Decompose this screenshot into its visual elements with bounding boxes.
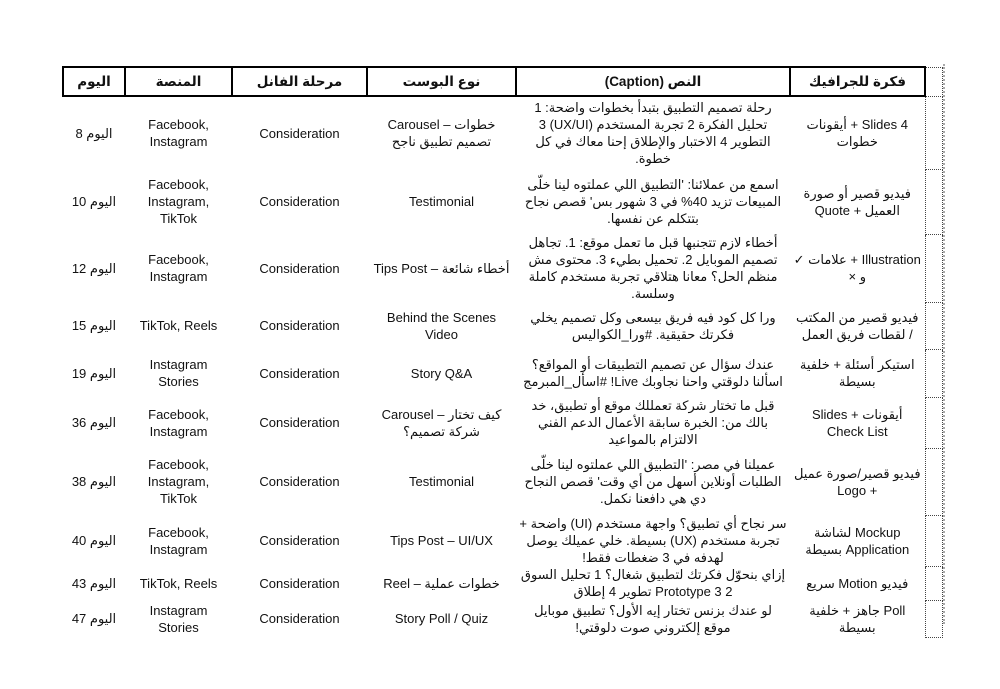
header-graphic-idea: فكرة للجرافيك — [790, 67, 925, 96]
cell-platform: Facebook, Instagram, TikTok — [147, 177, 210, 226]
cell-graphic-idea: 4 Slides + أيقونات خطوات — [806, 117, 908, 149]
cell-caption: رحلة تصميم التطبيق بتبدأ بخطوات واضحة: 1 تحليل الفكرة 2 تجربة المستخدم (UX/UI) 3 التطوير 4 الاختبار والإطلاق إحنا معاك في كل خطوة. — [534, 100, 772, 166]
cell-caption: ورا كل كود فيه فريق بيسعى وكل تصميم يخلي فكرتك حقيقية. #ورا_الكواليس — [530, 309, 776, 342]
table-row — [63, 302, 942, 349]
cell-post-type: Tips Post – أخطاء شائعة — [373, 260, 510, 276]
cell-funnel-stage: Consideration — [259, 125, 340, 141]
cell-post-type: Testimonial — [408, 474, 475, 489]
header-day: اليوم — [63, 67, 125, 96]
cell-funnel-stage: Consideration — [259, 260, 340, 276]
cell-platform: TikTok, Reels — [139, 575, 218, 591]
cell-platform: Facebook, Instagram — [148, 252, 209, 284]
cell-funnel-stage: Consideration — [259, 194, 340, 209]
row-end-strip — [925, 515, 942, 566]
table-header — [63, 67, 942, 96]
row-end-strip — [925, 302, 942, 349]
cell-day: اليوم 36 — [71, 415, 117, 430]
header-row — [63, 67, 942, 96]
table-row — [63, 515, 942, 566]
cell-day: اليوم 43 — [71, 575, 117, 591]
row-end-strip — [925, 566, 942, 600]
cell-caption: سر نجاح أي تطبيق؟ واجهة مستخدم (UI) واضحة + تجربة مستخدم (UX) بسيطة. خلي عميلك يوصل لهدفه في 3 ضغطات فقط! — [519, 516, 787, 565]
cell-funnel-stage: Consideration — [259, 575, 340, 591]
cell-funnel-stage: Consideration — [259, 474, 340, 489]
cell-funnel-stage: Consideration — [259, 318, 340, 333]
table-body — [63, 96, 942, 637]
row-end-strip — [925, 234, 942, 302]
table-right-gridline — [943, 64, 945, 624]
cell-day: اليوم 12 — [71, 260, 117, 276]
table-row — [63, 600, 942, 637]
cell-platform: Instagram Stories — [149, 357, 208, 389]
cell-day: اليوم 15 — [71, 318, 117, 333]
cell-post-type: Story Q&A — [410, 365, 473, 381]
cell-post-type: Story Poll / Quiz — [394, 611, 489, 626]
cell-day: اليوم 8 — [75, 125, 113, 141]
cell-day: اليوم 38 — [71, 474, 117, 489]
cell-caption: إزاي بنحوّل فكرتك لتطبيق شغال؟ 1 تحليل السوق 2 Prototype 3 تطوير 4 إطلاق — [520, 567, 786, 599]
cell-day: اليوم 10 — [71, 194, 117, 209]
cell-post-type: Behind the Scenes Video — [386, 309, 497, 342]
header-end-strip — [925, 67, 942, 96]
cell-graphic-idea: Mockup لشاشة Application بسيطة — [805, 524, 910, 557]
header-platform: المنصة — [125, 67, 232, 96]
header-caption: النص (Caption) — [516, 67, 790, 96]
table-row — [63, 566, 942, 600]
cell-post-type: Carousel – كيف تختار شركة تصميم؟ — [381, 406, 502, 439]
cell-platform: Facebook, Instagram, TikTok — [147, 457, 210, 506]
table-row — [63, 448, 942, 515]
cell-post-type: Tips Post – UI/UX — [390, 533, 493, 548]
row-end-strip — [925, 600, 942, 637]
row-end-strip — [925, 169, 942, 234]
cell-platform: TikTok, Reels — [139, 318, 218, 333]
row-end-strip — [925, 96, 942, 169]
cell-graphic-idea: Illustration + علامات ✓ و × — [793, 252, 921, 284]
cell-graphic-idea: فيديو Motion سريع — [806, 575, 909, 591]
cell-platform: Facebook, Instagram — [148, 406, 209, 439]
cell-graphic-idea: Poll جاهز + خلفية بسيطة — [809, 602, 906, 635]
cell-day: اليوم 40 — [71, 533, 117, 548]
table-row — [63, 169, 942, 234]
cell-caption: لو عندك بزنس تختار إيه الأول؟ تطبيق موبايل موقع إلكتروني صوت دلوقتي! — [534, 602, 772, 635]
cell-funnel-stage: Consideration — [259, 415, 340, 430]
cell-graphic-idea: فيديو قصير من المكتب / لقطات فريق العمل — [795, 309, 919, 342]
cell-caption: اسمع من عملائنا: 'التطبيق اللي عملتوه لينا خلّى المبيعات تزيد 40% في 3 شهور بس' قصص نجاح بتتكلم عن نفسها. — [524, 177, 782, 226]
table-row — [63, 234, 942, 302]
content-calendar-table — [62, 66, 943, 638]
cell-platform: Instagram Stories — [149, 602, 208, 635]
cell-graphic-idea: فيديو قصير أو صورة العميل + Quote — [803, 185, 911, 218]
row-end-strip — [925, 397, 942, 448]
header-post-type: نوع البوست — [367, 67, 516, 96]
cell-post-type: Testimonial — [408, 194, 475, 209]
cell-funnel-stage: Consideration — [259, 611, 340, 626]
cell-post-type: Carousel – خطوات تصميم تطبيق ناجح — [387, 117, 496, 149]
table-row — [63, 397, 942, 448]
table-row — [63, 96, 942, 169]
header-funnel-stage: مرحلة الفانل — [232, 67, 367, 96]
cell-graphic-idea: فيديو قصير/صورة عميل + Logo — [793, 465, 921, 498]
cell-platform: Facebook, Instagram — [148, 524, 209, 557]
cell-graphic-idea: استيكر أسئلة + خلفية بسيطة — [799, 357, 915, 389]
cell-funnel-stage: Consideration — [259, 365, 340, 381]
cell-funnel-stage: Consideration — [259, 533, 340, 548]
cell-caption: أخطاء لازم تتجنبها قبل ما تعمل موقع: 1. تجاهل تصميم الموبايل 2. تحميل بطيء 3. محتوى مش منظم الحل؟ معانا هتلاقي تجربة مستخدم كاملة وسلسة. — [528, 235, 778, 301]
cell-post-type: Reel – خطوات عملية — [383, 575, 500, 591]
table-row — [63, 349, 942, 397]
row-end-strip — [925, 349, 942, 397]
cell-graphic-idea: أيقونات Slides + Check List — [811, 406, 903, 439]
cell-platform: Facebook, Instagram — [148, 117, 209, 149]
cell-caption: قبل ما تختار شركة تعمللك موقع أو تطبيق، خد بالك من: الخبرة سابقة الأعمال الدعم الفني الالتزام بالمواعيد — [531, 398, 775, 447]
cell-day: اليوم 47 — [71, 611, 117, 626]
cell-caption: عميلنا في مصر: 'التطبيق اللي عملتوه لينا خلّى الطلبات أونلاين أسهل من أي وقت' قصص النجاح دي هي دافعنا نكمل. — [524, 457, 782, 506]
cell-day: اليوم 19 — [71, 365, 117, 381]
cell-caption: عندك سؤال عن تصميم التطبيقات أو المواقع؟ اسألنا دلوقتي واحنا نجاوبك Live! #اسأل_المبرمج — [523, 357, 783, 389]
row-end-strip — [925, 448, 942, 515]
